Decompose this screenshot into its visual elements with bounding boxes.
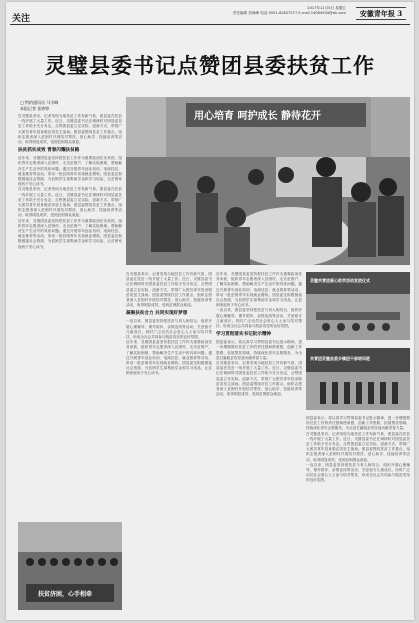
editor-line: 责任编辑 刘海峰 电话 0551-62627577 E-mail 14064934@ah.com <box>232 11 346 15</box>
classroom-photo-graphic <box>126 97 410 265</box>
center-text-2: 一直以来，团县委坚持把扶贫与育人相结合，组织开展心理辅导、课外陪伴、亲情连线等活动，关爱留守儿童成长。同时广泛动员社会爱心人士参与结对帮扶，形成全社会共同参与脱贫攻坚的良好氛围。 <box>216 308 302 329</box>
byline <box>20 100 58 112</box>
middle-column <box>126 272 212 377</box>
section-3-title: 学习贯彻落实书记批示精神 <box>216 332 272 338</box>
newspaper-page <box>6 2 414 620</box>
page-number: 3 <box>397 9 403 18</box>
brand-name: 安徽青年报 <box>359 9 395 18</box>
section-1-title: 扶贫抓实成效 青春闪耀扶贫路 <box>18 148 80 154</box>
center-text-3: 在灵璧县采访，记者发现当地扶贫工作有新气象，团县委在扶贫一线开展了大量工作。近日，灵璧县委书记在调研时对团县委扶贫工作给予充分肯定，点赞团县委立足实际、创新方式，带领广大团员青年投身脱贫攻坚主战场。团县委围绕扶贫工作重点，组织志愿者深入贫困村开展结对帮扶、爱心助学、技能培训等活动，取得明显成效，受到贫困群众欢迎。 <box>216 361 302 397</box>
section-1-text-more: 近年来，灵璧团县委坚持把扶贫工作作为重要政治任务来抓，组织青年志愿者深入贫困村，走访贫困户，了解实际困难，帮助解决生产生活中的具体问题。通过开展青年创业培训、电商扶贫、就业推荐等活动，带动一批贫困青年实现就业增收。团县委还积极链接社会资源，为贫困学生募集助学金和学习用品，让贫困家庭孩子安心读书。 <box>18 218 122 249</box>
issue-date: 2017年11月3日 星期五 <box>307 6 346 10</box>
journalist: 本报记者 张婷婷 <box>20 106 50 111</box>
reporter: □ 特约通讯员 马学峰 <box>20 100 59 105</box>
right-column <box>306 416 410 484</box>
page-header <box>6 2 414 24</box>
middle-text-2: 近年来，灵璧团县委坚持把扶贫工作作为重要政治任务来抓，组织青年志愿者深入贫困村，走访贫困户，了解实际困难，帮助解决生产生活中的具体问题。通过开展青年创业培训、电商扶贫、就业推荐等活动，带动一批贫困青年实现就业增收。团县委还积极链接社会资源，为贫困学生募集助学金和学习用品，让贫困家庭孩子安心读书。 <box>126 340 212 376</box>
section-2-title: 凝聚扶贫合力 共同实现好梦想 <box>126 311 188 317</box>
header-rule <box>10 24 410 25</box>
training-banner: 共青团灵璧县委乡镇团干部培训班 <box>310 356 370 361</box>
main-photo <box>126 97 410 265</box>
intro-text: 在灵璧县采访，记者发现当地扶贫工作有新气象，团县委在扶贫一线开展了大量工作。近日，灵璧县委书记在调研时对团县委扶贫工作给予充分肯定，点赞团县委立足实际、创新方式，带领广大团员青年投身脱贫攻坚主战场。团县委围绕扶贫工作重点，组织志愿者深入贫困村开展结对帮扶、爱心助学、技能培训等活动，取得明显成效，受到贫困群众欢迎。 <box>18 114 122 145</box>
photo-training <box>306 348 410 410</box>
photo-ceremony <box>306 272 410 340</box>
right-text-1: 团县委表示，将认真学习贯彻县委书记批示精神，进一步增强做好扶贫工作的责任感和使命感，创新工作思路，拓展帮扶领域，持续深化青年志愿服务，为全县打赢脱贫攻坚战贡献青春力量。 <box>306 416 410 431</box>
right-text-2: 在灵璧县采访，记者发现当地扶贫工作有新气象，团县委在扶贫一线开展了大量工作。近日，灵璧县委书记在调研时对团县委扶贫工作给予充分肯定，点赞团县委立足实际、创新方式，带领广大团员青年投身脱贫攻坚主战场。团县委围绕扶贫工作重点，组织志愿者深入贫困村开展结对帮扶、爱心助学、技能培训等活动，取得明显成效，受到贫困群众欢迎。 <box>306 431 410 462</box>
left-column <box>18 114 122 250</box>
middle-text-1: 在灵璧县采访，记者发现当地扶贫工作有新气象，团县委在扶贫一线开展了大量工作。近日，灵璧县委书记在调研时对团县委扶贫工作给予充分肯定，点赞团县委立足实际、创新方式，带领广大团员青年投身脱贫攻坚主战场。团县委围绕扶贫工作重点，组织志愿者深入贫困村开展结对帮扶、爱心助学、技能培训等活动，取得明显成效，受到贫困群众欢迎。 <box>126 272 212 308</box>
newspaper-brand <box>356 7 406 20</box>
section-2-text: 一直以来，团县委坚持把扶贫与育人相结合，组织开展心理辅导、课外陪伴、亲情连线等活动，关爱留守儿童成长。同时广泛动员社会爱心人士参与结对帮扶，形成全社会共同参与脱贫攻坚的良好氛围。 <box>126 319 212 340</box>
section-1-text: 近年来，灵璧团县委坚持把扶贫工作作为重要政治任务来抓，组织青年志愿者深入贫困村，走访贫困户，了解实际困难，帮助解决生产生活中的具体问题。通过开展青年创业培训、电商扶贫、就业推荐等活动，带动一批贫困青年实现就业增收。团县委还积极链接社会资源，为贫困学生募集助学金和学习用品，让贫困家庭孩子安心读书。 <box>18 156 122 187</box>
ceremony-banner: 灵璧共青团爱心助学活动发放仪式 <box>310 278 370 283</box>
headline: 灵璧县委书记点赞团县委扶贫工作 <box>45 54 375 78</box>
right-text-3: 一直以来，团县委坚持把扶贫与育人相结合，组织开展心理辅导、课外陪伴、亲情连线等活动，关爱留守儿童成长。同时广泛动员社会爱心人士参与结对帮扶，形成全社会共同参与脱贫攻坚的良好氛围。 <box>306 462 410 483</box>
center-column <box>216 272 302 397</box>
section-1-text-cont: 在灵璧县采访，记者发现当地扶贫工作有新气象，团县委在扶贫一线开展了大量工作。近日，灵璧县委书记在调研时对团县委扶贫工作给予充分肯定，点赞团县委立足实际、创新方式，带领广大团员青年投身脱贫攻坚主战场。团县委围绕扶贫工作重点，组织志愿者深入贫困村开展结对帮扶、爱心助学、技能培训等活动，取得明显成效，受到贫困群众欢迎。 <box>18 187 122 218</box>
section-label: 关注 <box>12 14 31 24</box>
header-meta <box>136 6 346 16</box>
section-3-text: 团县委表示，将认真学习贯彻县委书记批示精神，进一步增强做好扶贫工作的责任感和使命感，创新工作思路，拓展帮扶领域，持续深化青年志愿服务，为全县打赢脱贫攻坚战贡献青春力量。 <box>216 340 302 360</box>
photo-group <box>18 522 122 610</box>
classroom-banner: 用心培育 呵护成长 静待花开 <box>194 111 321 122</box>
group-banner: 扶贫济困，心手相牵 <box>38 591 93 598</box>
center-text-1: 近年来，灵璧团县委坚持把扶贫工作作为重要政治任务来抓，组织青年志愿者深入贫困村，走访贫困户，了解实际困难，帮助解决生产生活中的具体问题。通过开展青年创业培训、电商扶贫、就业推荐等活动，带动一批贫困青年实现就业增收。团县委还积极链接社会资源，为贫困学生募集助学金和学习用品，让贫困家庭孩子安心读书。 <box>216 272 302 308</box>
